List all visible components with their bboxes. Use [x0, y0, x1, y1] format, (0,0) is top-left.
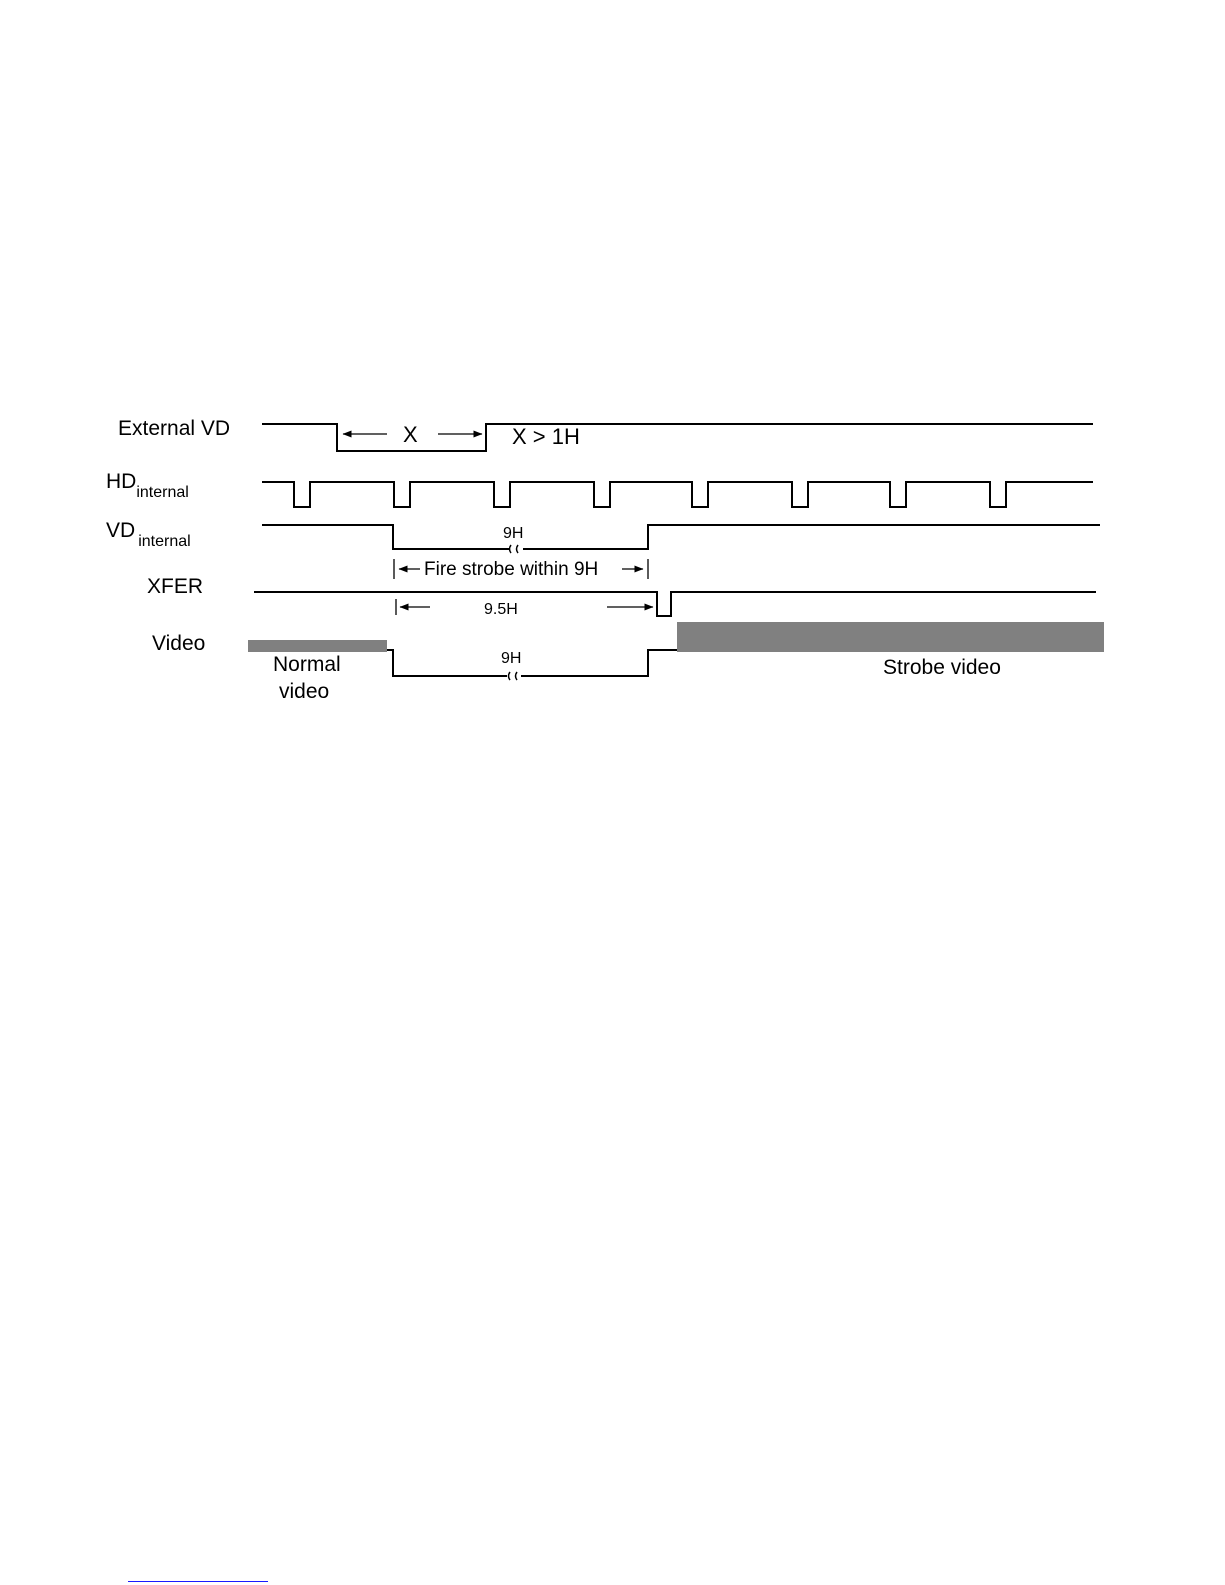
external-vd-label: External VD [118, 417, 231, 440]
vd-width-label: 9H [503, 525, 524, 542]
x-condition-label: X > 1H [512, 424, 580, 449]
normal-video-band [248, 640, 387, 652]
strobe-video-label: Strobe video [883, 656, 1001, 679]
hd-label-main: HD [106, 470, 137, 493]
hd-internal-label [106, 470, 189, 501]
video-gap-label: 9H [501, 650, 522, 667]
xfer-label: XFER [147, 575, 204, 598]
normal-video-label-line1: Normal [273, 653, 341, 676]
hd-label-sub: internal [136, 484, 189, 501]
hd-internal-waveform [262, 482, 1093, 507]
x-label: X [403, 422, 418, 447]
vd-internal-waveform [262, 525, 1100, 549]
normal-video-label-line2: video [279, 680, 330, 703]
video-waveform [387, 650, 677, 676]
video-label: Video [152, 632, 206, 655]
vd-internal-label [106, 519, 191, 550]
xfer-delay-label: 9.5H [484, 601, 518, 618]
vd-label-sub: internal [138, 533, 191, 550]
xfer-waveform [254, 592, 1096, 616]
footnote-rule [128, 1581, 268, 1582]
external-vd-waveform [262, 424, 1093, 451]
strobe-video-band [677, 622, 1104, 652]
fire-strobe-label: Fire strobe within 9H [424, 559, 599, 580]
vd-label-main: VD [106, 519, 136, 542]
